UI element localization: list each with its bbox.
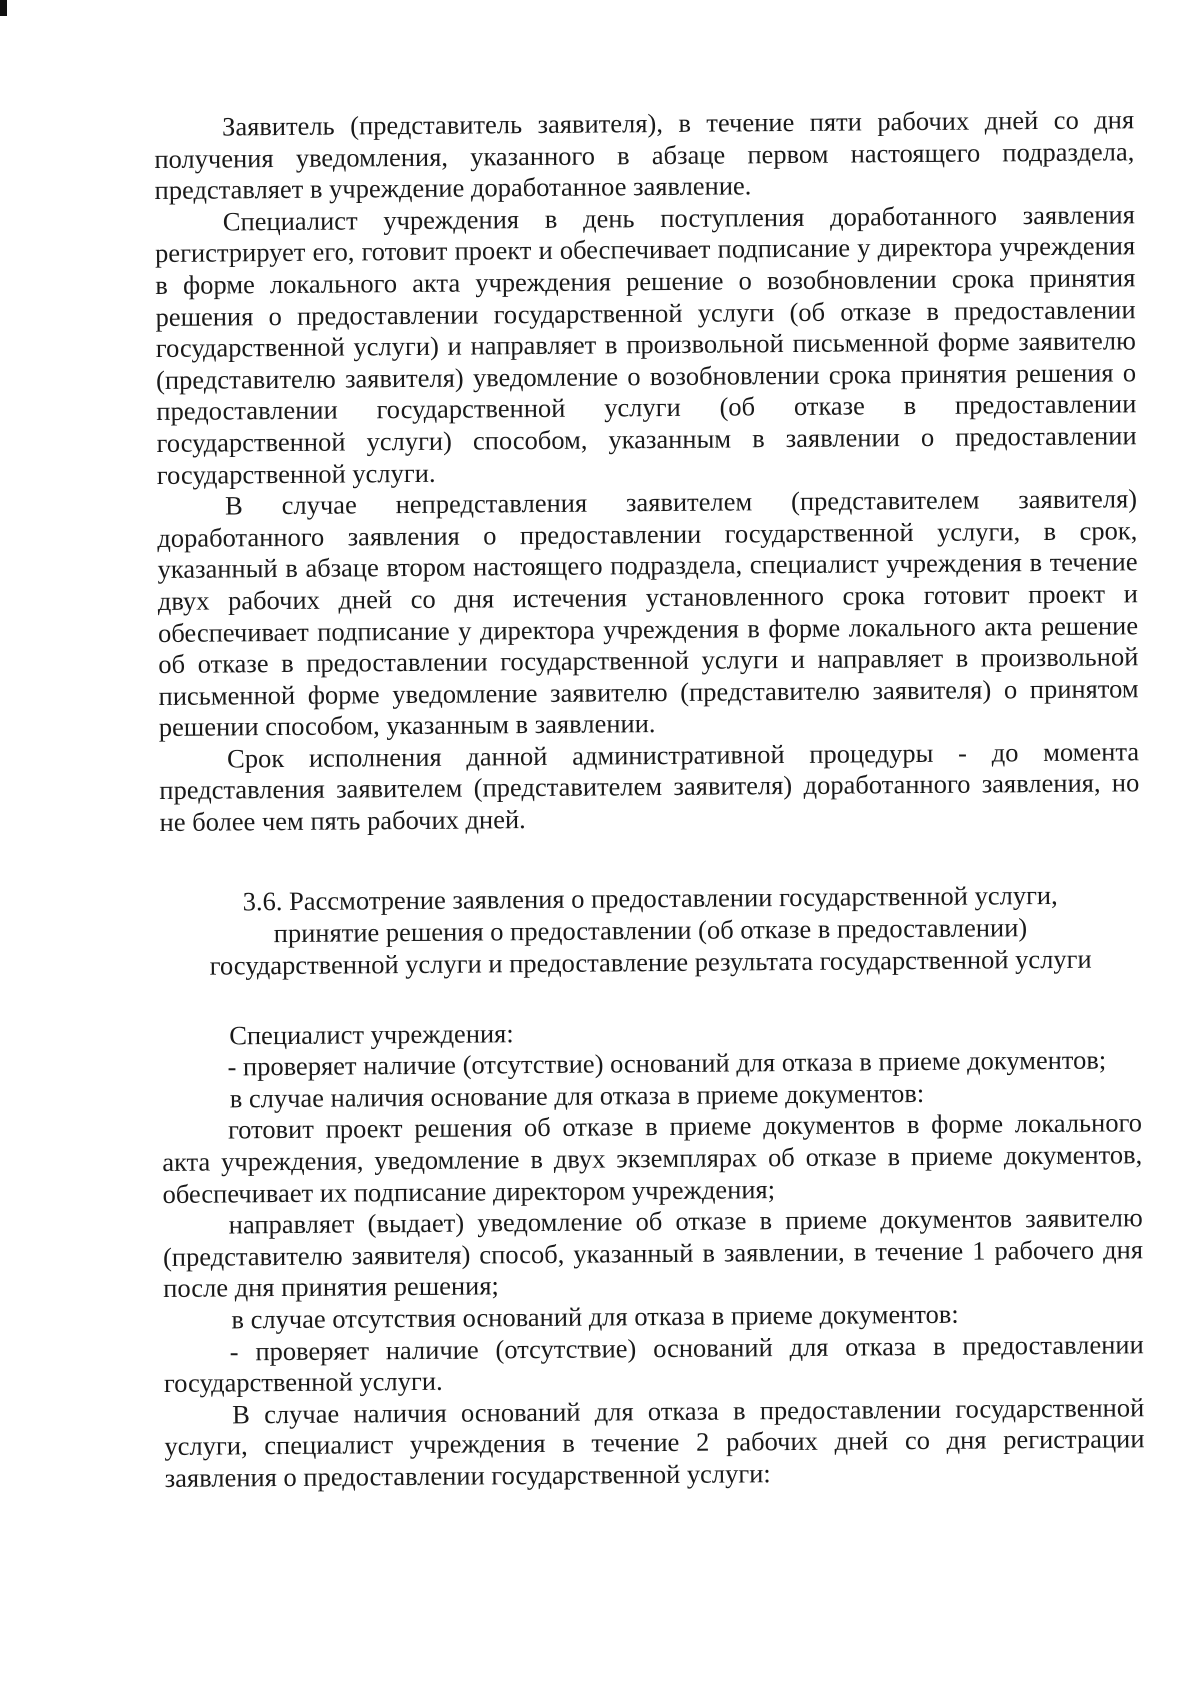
paragraph-specialist-registration: Специалист учреждения в день поступления доработанного заявления регистрирует его, готовит проект и обеспечивает подписание у директора учреждения в форме локального акта учреждения решение о возобновлении срока принятия решения о предоставлении государственной услуги (об отказе в предоставлении государственной услуги) и направляет в произвольной письменной форме заявителю (представителю заявителя) уведомление о возобновлении срока принятия решения о предоставлении государственной услуги (об отказе в предоставлении государственной услуги) способом, указанным в заявлении о предоставлении государственной услуги. xyxy=(154,199,1137,490)
paragraph-procedure-term: Срок исполнения данной административной процедуры - до момента представления заявителем (представителем заявителя) доработанного заявления, но не более чем пять рабочих дней. xyxy=(159,736,1140,838)
paragraph-send-notice: направляет (выдает) уведомление об отказе в приеме документов заявителю (представителю заявителя) способ, указанный в заявлении, в течение 1 рабочего дня после дня принятия решения; xyxy=(162,1202,1144,1304)
paragraph-specialist-intro: Специалист учреждения: xyxy=(229,1017,514,1051)
paragraph-check-service-grounds: - проверяет наличие (отсутствие) оснований для отказа в предоставлении государственной услуги. xyxy=(163,1328,1144,1399)
paragraphs-bottom xyxy=(161,1013,1145,1495)
paragraph-applicant-deadline: Заявитель (представитель заявителя), в течение пяти рабочих дней со дня получения уведомления, указанного в абзаце первом настоящего подраздела, представляет в учреждение доработанное заявление. xyxy=(154,104,1135,206)
paragraph-prepare-refusal: готовит проект решения об отказе в приеме документов в форме локального акта учреждения, уведомление в двух экземплярах об отказе в приеме документов, обеспечивает их подписание директором учреждения; xyxy=(162,1107,1143,1209)
paragraph-if-no-grounds: в случае отсутствия оснований для отказа в приеме документов: xyxy=(231,1298,959,1335)
paragraph-if-service-grounds: В случае наличия оснований для отказа в предоставлении государственной услуги, специалист учреждения в течение 2 рабочих дней со дня регистрации заявления о предоставлении государственной услуги: xyxy=(164,1392,1145,1493)
section-heading-line-2: принятие решения о предоставлении (об отказе в предоставлении) xyxy=(273,911,1028,948)
paragraphs-top xyxy=(154,104,1140,838)
scan-edge-mark xyxy=(0,0,7,16)
section-heading-line-3: государственной услуги и предоставление результата государственной услуги xyxy=(209,943,1092,981)
paragraph-if-grounds-acceptance: в случае наличия основание для отказа в приеме документов: xyxy=(229,1077,925,1114)
document-page xyxy=(154,104,1145,1494)
paragraph-non-submission: В случае непредставления заявителем (представителем заявителя) доработанного заявления о предоставлении государственной услуги, в срок, указанный в абзаце втором настоящего подраздела, специалист учреждения в течение двух рабочих дней со дня истечения установленного срока готовит проект и обеспечивает подписание у директора учреждения в форме локального акта решение об отказе в предоставлении государственной услуги и направляет в произвольной письменной форме уведомление заявителю (представителю заявителя) о принятом решении способом, указанным в заявлении. xyxy=(157,483,1139,743)
section-heading xyxy=(160,878,1141,982)
paragraph-check-acceptance: - проверяет наличие (отсутствие) оснований для отказа в приеме документов; xyxy=(227,1044,1107,1082)
section-heading-line-1: 3.6. Рассмотрение заявления о предоставлении государственной услуги, xyxy=(242,879,1058,916)
